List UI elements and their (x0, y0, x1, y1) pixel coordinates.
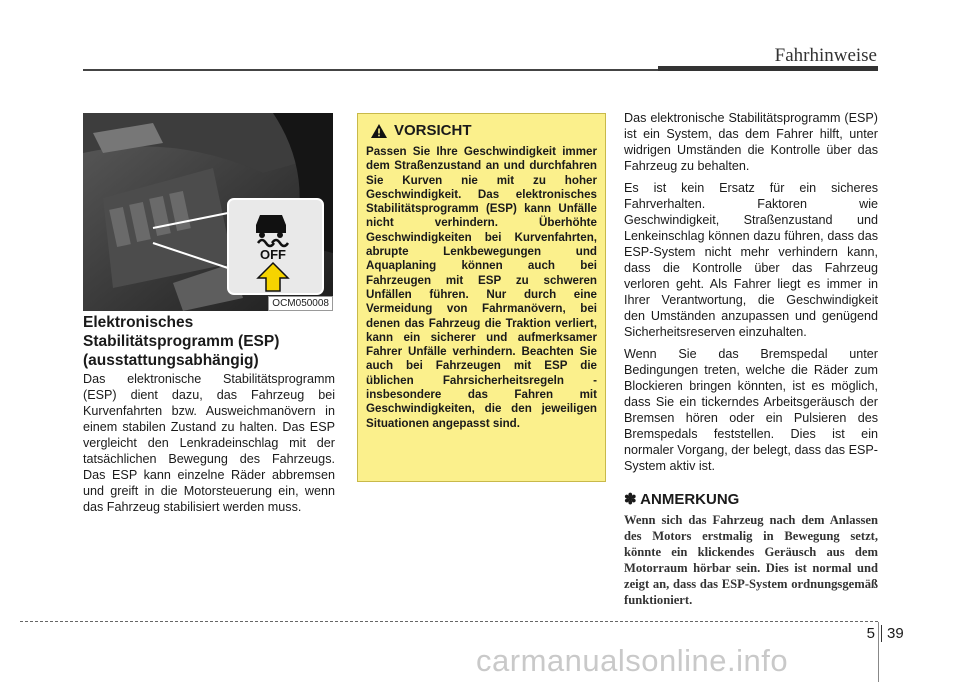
section-title: Elektronisches Stabilitätsprogramm (ESP) (ausstattungsabhängig) (83, 314, 280, 369)
note-title: ✽ ANMERKUNG (624, 491, 740, 508)
watermark: carmanualsonline.info (476, 643, 789, 678)
header-rule-accent (658, 66, 878, 71)
dashboard-illustration (83, 113, 333, 311)
chapter-number: 5 (858, 625, 882, 642)
running-header: Fahrhinweise (774, 45, 877, 66)
off-label: OFF (260, 247, 286, 262)
warning-header (370, 122, 597, 139)
page-number-value: 39 (887, 625, 904, 642)
paragraph-2: Es ist kein Ersatz für ein sicheres Fahrverhalten. Faktoren wie Geschwindigkeit, Straßenzustand und Lenkeinschlag können dazu führen, dass das ESP-System nicht mehr verhindern kann, dass die Kontrolle über das Fahrzeug verloren geht. Als Fahrer liegt es immer in Ihrer Verantwortung, die Geschwindigkeit den Umständen anzupassen und genügend Sicherheitsreserven einzuhalten. (624, 181, 878, 339)
section-body: Das elektronische Stabilitätsprogramm (ESP) dient dazu, das Fahrzeug bei Kurvenfahrten bzw. Ausweichmanövern in einem stabilen Zustand zu halten. Das ESP vergleicht den Lenkradeinschlag mit der tatsächlichen Bewegung des Fahrzeugs. Das ESP kann einzelne Räder abbremsen und greift in die Motorsteuerung ein, wenn das Fahrzeug stabilisiert werden muss. (83, 372, 335, 514)
warning-title: VORSICHT (394, 122, 472, 139)
warning-triangle-icon (370, 123, 388, 139)
figure-caption: OCM050008 (268, 296, 333, 311)
footer-rule (20, 621, 878, 622)
paragraph-3: Wenn Sie das Bremspedal unter Bedingungen treten, welche die Räder zum Blockieren bringen könnten, ist es möglich, dass Sie ein tickerndes Arbeitsgeräusch der Bremsen hören oder ein Pulsieren des Bremspedals feststellen. Dies ist ein normaler Vorgang, der belegt, dass das ESP-System aktiv ist. (624, 347, 878, 473)
paragraph-1: Das elektronische Stabilitätsprogramm (ESP) ist ein System, das dem Fahrer hilft, unter widrigen Umständen die Kontrolle über das Fahrzeug zu behalten. (624, 111, 878, 173)
right-column (624, 110, 878, 480)
warning-text: Passen Sie Ihre Geschwindigkeit immer dem Straßenzustand an und durchfahren Sie Kurven nie mit zu hoher Geschwindigkeit. Das elektronisches Stabilitätsprogramm (ESP) kann Unfälle nicht verhindern. Überhöhte Geschwindigkeiten bei Kurvenfahrten, abrupte Lenkbewegungen und Aquaplaning können auch bei Fahrzeugen mit ESP zu schweren Unfällen führen. Nur durch eine Vermeidung von Fahrmanövern, bei denen das Fahrzeug die Traktion verliert, kann ein sicherer und aufmerksamer Fahrer Unfälle verhindern. Beachten Sie auch bei Fahrzeugen mit ESP die üblichen Fahrsicherheitsregeln - insbesondere das Fahren mit Geschwindigkeiten, die den jeweiligen Situationen angepasst sind. (366, 145, 597, 430)
esp-switch-figure (83, 113, 333, 311)
warning-box (357, 113, 606, 482)
note-text: Wenn sich das Fahrzeug nach dem Anlassen des Motors erstmalig in Bewegung setzt, könnte ein klickendes Geräusch aus dem Motorraum hörbar sein. Dies ist normal und zeigt an, dass das ESP-System ordnungsgemäß funktioniert. (624, 513, 878, 607)
page-number (858, 625, 904, 642)
